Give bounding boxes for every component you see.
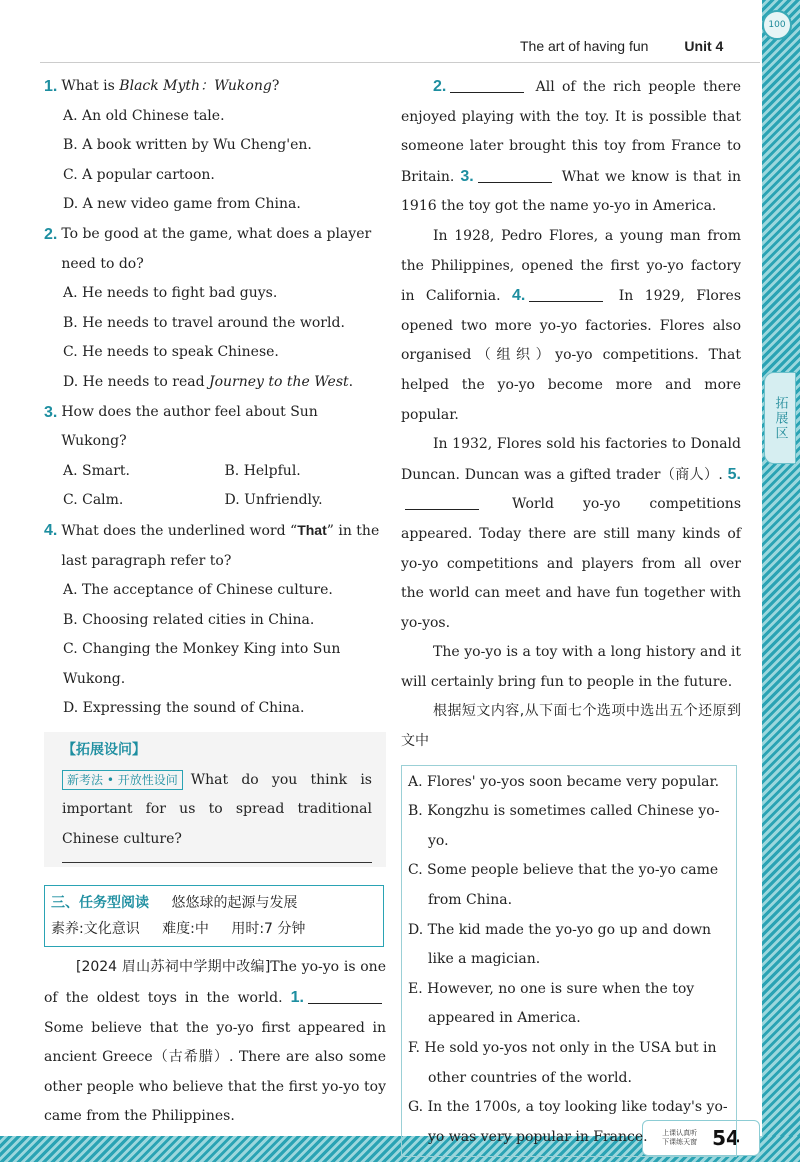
passage-paragraph-4: The yo-yo is a toy with a long history and it will certainly bring fun to people in the future. (401, 644, 741, 690)
topic-title: 悠悠球的起源与发展 (171, 895, 298, 912)
option-row (44, 457, 386, 487)
mascot-icon (762, 10, 792, 40)
header-unit: Unit 4 (684, 38, 724, 54)
question-2 (44, 220, 386, 279)
question-stem: What is Black Myth：Wukong? (61, 78, 280, 94)
side-tab-extension[interactable]: 拓展区 (764, 372, 796, 464)
time-label: 用时:7 分钟 (231, 921, 306, 938)
slogan-line-1: 上课认真听 (662, 1129, 698, 1137)
question-3 (44, 398, 386, 457)
option[interactable]: B. Helpful. (224, 462, 301, 479)
answer-option[interactable]: F. He sold yo-yos not only in the USA but in other countries of the world. (408, 1040, 717, 1086)
blank-2-input[interactable] (450, 77, 524, 93)
question-number: 4. (44, 521, 58, 539)
passage-paragraph-3: In 1932, Flores sold his factories to Donald Duncan. Duncan was a gifted trader（商人）. 5. World yo-yo competitions appeared. Today there are still many kinds of yo-yo competitions and players from all over the world can meet and have fun together with yo-yos. (401, 436, 742, 631)
option[interactable]: A. The acceptance of Chinese culture. (63, 582, 333, 599)
blank-number: 5. (727, 465, 741, 483)
extension-heading: 【拓展设问】 (62, 742, 146, 759)
question-number: 3. (44, 403, 58, 421)
answer-option[interactable]: E. However, no one is sure when the toy appeared in America. (408, 980, 695, 1027)
question-1 (44, 72, 386, 102)
blank-number: 1. (290, 989, 304, 1007)
question-4 (44, 516, 386, 576)
answer-line[interactable] (62, 862, 372, 863)
option[interactable]: A. Smart. (63, 462, 130, 479)
answer-option[interactable]: A. Flores' yo-yos soon became very popular. (408, 773, 720, 790)
option[interactable]: A. An old Chinese tale. (63, 107, 225, 124)
difficulty-label: 难度:中 (162, 921, 209, 938)
option[interactable]: A. He needs to fight bad guys. (63, 285, 278, 302)
question-stem: How does the author feel about Sun Wukong? (61, 403, 318, 450)
option[interactable]: D. He needs to read Journey to the West. (63, 373, 354, 390)
option[interactable]: C. Calm. (63, 492, 124, 509)
option[interactable]: D. A new video game from China. (63, 196, 301, 213)
question-number: 1. (44, 78, 58, 95)
answer-option[interactable]: B. Kongzhu is sometimes called Chinese yo-yo. (408, 803, 720, 849)
extension-question-box (44, 732, 386, 867)
task-reading-box (44, 885, 384, 947)
option[interactable]: C. A popular cartoon. (63, 166, 215, 183)
answer-option[interactable]: C. Some people believe that the yo-yo came from China. (408, 862, 719, 909)
option[interactable]: D. Unfriendly. (224, 492, 323, 509)
task-title-row (51, 890, 377, 916)
option[interactable]: D. Expressing the sound of China. (63, 700, 305, 717)
blank-3-input[interactable] (478, 167, 552, 183)
blank-number: 3. (460, 167, 474, 185)
mascot-label: 100 (768, 20, 786, 30)
header-title: The art of having fun (520, 38, 649, 54)
option[interactable]: B. Choosing related cities in China. (63, 611, 315, 628)
question-stem: To be good at the game, what does a player need to do? (61, 225, 372, 272)
passage-paragraph-2: In 1928, Pedro Flores, a young man from the Philippines, opened the first yo-yo factory in California. 4. In 1929, Flores opened two more yo-yo factories. Flores also organised（组织）yo-yo competitions. That helped the yo-yo become more and more popular. (401, 227, 742, 423)
section-title: 三、任务型阅读 (51, 895, 149, 912)
right-decorative-band (762, 0, 800, 1162)
option[interactable]: C. Changing the Monkey King into Sun Wukong. (63, 641, 341, 687)
new-exam-tag: 新考法 • 开放性设问 (62, 770, 183, 790)
answer-option[interactable]: D. The kid made the yo-yo go up and down like a magician. (408, 921, 712, 968)
passage-paragraph-1-cont: 2. All of the rich people there enjoyed playing with the toy. It is possible that someone later brought this toy from France to Britain. 3. What we know is that in 1916 the toy got the name yo-yo in America. (401, 78, 742, 215)
literacy-label: 素养:文化意识 (51, 921, 140, 938)
page-number: 54 (712, 1126, 740, 1150)
blank-5-input[interactable] (405, 494, 479, 510)
answer-options-box (401, 765, 737, 1158)
left-column (44, 72, 386, 1132)
question-stem: What does the underlined word “That” in the last paragraph refer to? (61, 521, 380, 569)
extension-question: 新考法 • 开放性设问 What do you think is important for us to spread traditional Chinese culture? (62, 771, 372, 847)
option-row (44, 486, 386, 516)
blank-number: 2. (433, 78, 447, 95)
page-header (520, 38, 723, 54)
answer-option[interactable]: G. In the 1700s, a toy looking like today's yo-yo was very popular in France. (408, 1099, 728, 1145)
blank-4-input[interactable] (529, 286, 603, 302)
slogan-line-2: 下课练天窗 (662, 1138, 698, 1146)
header-divider (40, 62, 760, 63)
option[interactable]: C. He needs to speak Chinese. (63, 344, 279, 361)
instruction-text: 根据短文内容,从下面七个选项中选出五个还原到文中 (401, 703, 741, 750)
blank-number: 4. (511, 287, 526, 305)
task-meta-row (51, 916, 377, 942)
option[interactable]: B. He needs to travel around the world. (63, 314, 345, 331)
blank-1-input[interactable] (308, 988, 382, 1004)
passage-paragraph-1: [2024 眉山苏祠中学期中改编]The yo-yo is one of the oldest toys in the world. 1. Some believe that the yo-yo first appeared in ancient Greece（古希腊）. There are also some other people who believe that the first yo-yo toy came from the Philippines. (44, 959, 386, 1125)
question-number: 2. (44, 225, 58, 243)
right-column (401, 72, 741, 1157)
option[interactable]: B. A book written by Wu Cheng'en. (63, 137, 312, 154)
